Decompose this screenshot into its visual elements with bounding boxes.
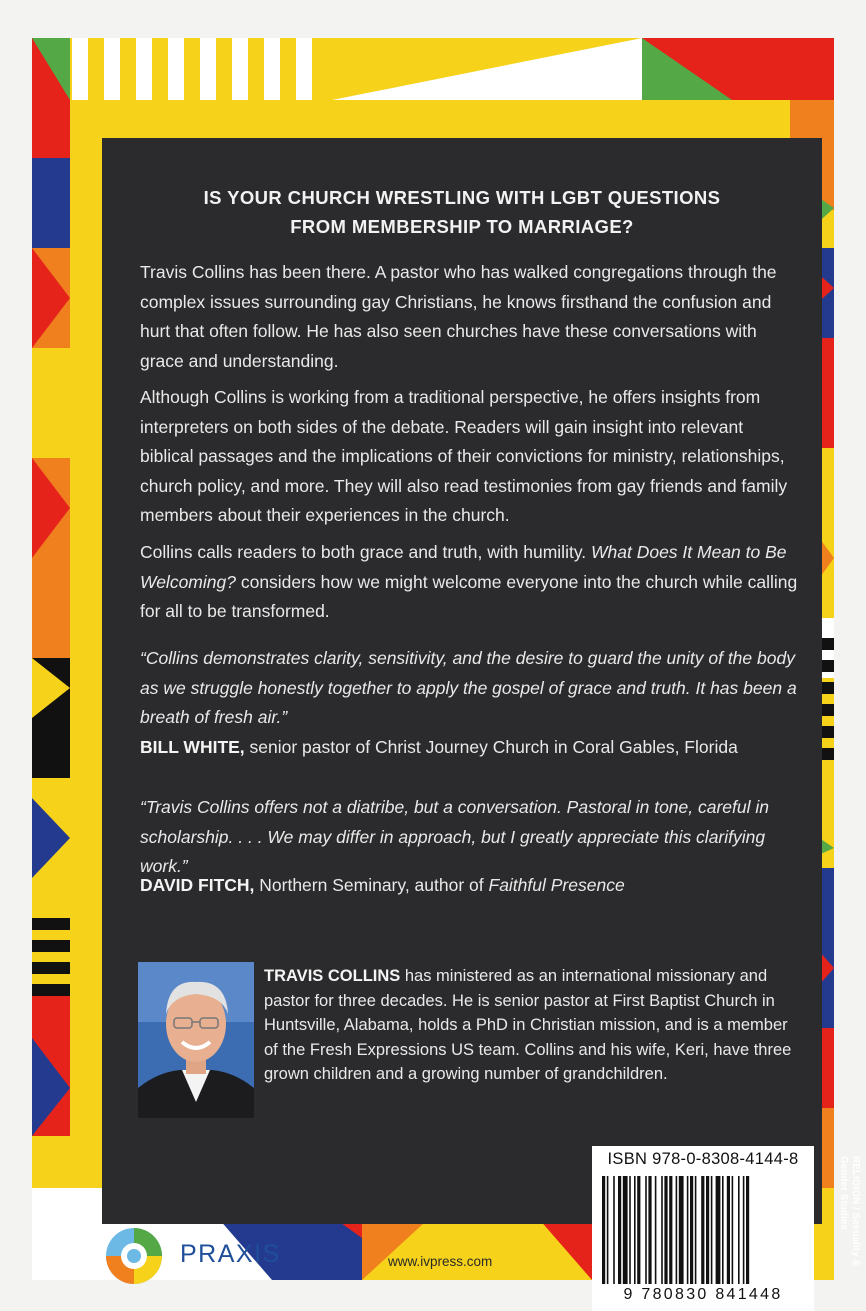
- barcode-bar: [676, 1176, 678, 1284]
- praxis-circle-icon: [102, 1224, 168, 1288]
- barcode-bar: [602, 1176, 605, 1284]
- endorsement-attribution-2: [140, 871, 820, 901]
- publisher-prefix: IVP: [168, 1240, 178, 1255]
- author-bio-text: has ministered as an international missionary and pastor for three decades. He is senior pastor at First Baptist Church in Huntsville, Alabama, holds a PhD in Christian mission, and is a member of the Fresh Expressions US team. Collins and his wife, Keri, have three grown children and a growing number of grandchildren.: [264, 967, 792, 1083]
- book-title-italic: What Does It Mean to Be Welcoming?: [140, 542, 787, 592]
- barcode-bar: [690, 1176, 693, 1284]
- category-label: RELIGION / Sexuality & Gender Studies: [838, 1156, 861, 1267]
- publisher-name: PRAXIS: [180, 1240, 281, 1268]
- barcode-bar: [687, 1176, 689, 1284]
- barcode-bar: [738, 1176, 740, 1284]
- barcode-bar: [664, 1176, 667, 1284]
- paragraph-3-start: Collins calls readers to both grace and truth, with humility.: [140, 542, 591, 562]
- barcode-bar: [716, 1176, 721, 1284]
- author-portrait-illustration: [138, 962, 254, 1118]
- barcode-bars: [602, 1176, 804, 1284]
- barcode-bar: [618, 1176, 621, 1284]
- barcode-bar: [711, 1176, 713, 1284]
- barcode-bar: [661, 1176, 663, 1284]
- description-paragraph-1: Travis Collins has been there. A pastor who has walked congregations through the complex issues surrounding gay Christians, he knows firsthand the confusion and hurt that often follow. He has also seen churches have these conversations with grace and understanding.: [140, 262, 777, 371]
- barcode-bar: [722, 1176, 724, 1284]
- endorser-name-2: DAVID FITCH,: [140, 875, 255, 895]
- endorsement-quote-2: “Travis Collins offers not a diatribe, but a conversation. Pastoral in tone, careful in scholarship. . . . We may differ in approach, but I greatly appreciate this clarifying work.”: [140, 797, 770, 876]
- endorser-book-title: Faithful Presence: [488, 875, 625, 895]
- isbn-barcode: [592, 1146, 814, 1311]
- barcode-bar: [623, 1176, 628, 1284]
- barcode-bar: [743, 1176, 745, 1284]
- barcode-bar: [732, 1176, 734, 1284]
- headline-line-1: IS YOUR CHURCH WRESTLING WITH LGBT QUESTIONS: [203, 187, 721, 208]
- barcode-bar: [679, 1176, 684, 1284]
- headline-line-2: FROM MEMBERSHIP TO MARRIAGE?: [290, 216, 634, 237]
- barcode-bar: [648, 1176, 651, 1284]
- endorser-name-1: BILL WHITE,: [140, 737, 245, 757]
- publisher-website: www.ivpress.com: [388, 1254, 493, 1269]
- author-name: TRAVIS COLLINS: [264, 967, 401, 985]
- book-back-cover: [32, 38, 861, 1303]
- barcode-bar: [634, 1176, 636, 1284]
- barcode-bar: [655, 1176, 657, 1284]
- barcode-bar: [727, 1176, 730, 1284]
- barcode-bar: [695, 1176, 697, 1284]
- endorsement-quote-1: “Collins demonstrates clarity, sensitivity, and the desire to guard the unity of the body as we struggle honestly together to apply the gospel of grace and truth. It has been a breath of fresh air.”: [140, 648, 797, 727]
- barcode-bar: [607, 1176, 609, 1284]
- description-paragraph-3: [140, 538, 800, 627]
- paragraph-3-end: considers how we might welcome everyone into the church while calling for all to be transformed.: [140, 571, 798, 621]
- description-paragraph-2: Although Collins is working from a traditional perspective, he offers insights from interpreters on both sides of the debate. Readers will gain insight into relevant biblical passages and the implications of their convictions for ministry, relationships, church policy, and more. They will also read testimonies from gay friends and family members about their experiences in the church.: [140, 387, 788, 525]
- endorser-role-1: senior pastor of Christ Journey Church in Coral Gables, Florida: [244, 737, 738, 757]
- endorsement-attribution-1: [140, 733, 820, 763]
- barcode-bar: [701, 1176, 704, 1284]
- barcode-bar: [746, 1176, 749, 1284]
- barcode-bar: [629, 1176, 631, 1284]
- back-cover-text-panel: [102, 138, 822, 1224]
- isbn-label: ISBN 978-0-8308-4144-8: [607, 1150, 799, 1168]
- author-photo: [138, 962, 254, 1118]
- barcode-digits: 9 780830 841448: [623, 1286, 783, 1303]
- barcode-bar: [637, 1176, 640, 1284]
- cover-headline: [102, 183, 822, 241]
- barcode-bar: [669, 1176, 672, 1284]
- barcode-bar: [645, 1176, 647, 1284]
- endorser-role-2: Northern Seminary, author of: [254, 875, 489, 895]
- barcode-bar: [706, 1176, 709, 1284]
- barcode-bar: [613, 1176, 615, 1284]
- author-bio: [264, 964, 804, 1087]
